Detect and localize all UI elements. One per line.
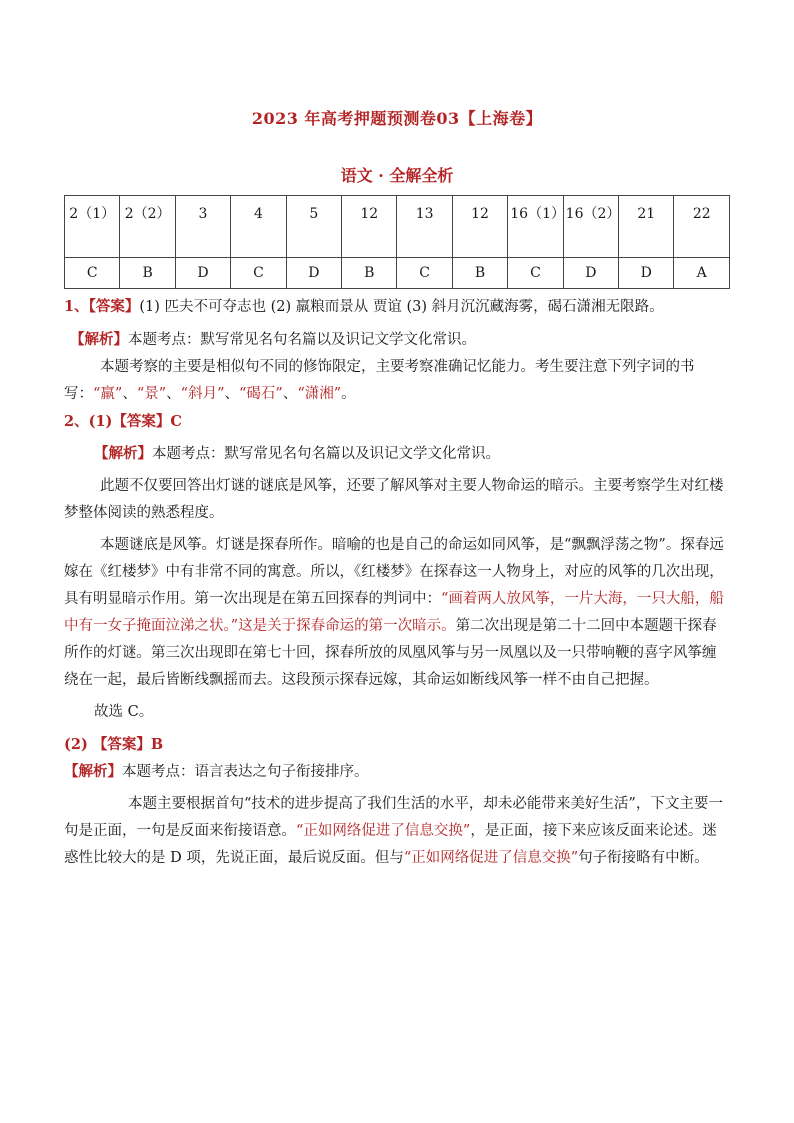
q2-2-paragraph-a: 本题主要根据首句“技术的进步提高了我们生活的水平，却未必能带来美好生活”，下文主要一句是正面，一句是反面来衔接语意。	[64, 796, 723, 839]
document-body	[64, 293, 730, 872]
answer-cell: B	[342, 258, 397, 289]
q1-sep-4: 、	[282, 386, 298, 402]
answer-cell: D	[619, 258, 674, 289]
q2-1-analysis	[64, 440, 730, 468]
question-number-cell: 16（2）	[563, 196, 618, 258]
question-number-cell: 4	[231, 196, 286, 258]
question-number-cell: 16（1）	[508, 196, 563, 258]
q1-answer-text: (1) 匹夫不可夺志也 (2) 羸粮而景从 贾谊 (3) 斜月沉沉藏海雾，碣石潇湘无限路。	[139, 299, 664, 315]
q2-1-paragraph-2-b: 第二次出现是第二十二回中本题题干探春所作的灯谜。第三次出现即在第七十回，探春所放的凤凰风筝与另一凤凰以及一只带响鞭的喜字风筝缠绕在一起，最后皆断线飘摇而去。这段预示探春远嫁，其命运如断线风筝一样不由自己把握。	[64, 618, 717, 688]
q1-sep-1: 、	[122, 386, 137, 402]
q1-sep-2: 、	[166, 386, 181, 402]
q1-answer-tag: 1、【答案】	[64, 298, 140, 315]
q2-2-paragraph	[64, 791, 730, 872]
answer-cell: C	[508, 258, 563, 289]
q2-1-paragraph-2-quote: “画着两人放风筝，一片大海，一只大船，船中有一女子掩面泣涕之状。”这是关于探春命运的第一次暗示。	[64, 591, 724, 634]
question-number-cell: 2（1）	[65, 196, 120, 258]
q2-2-paragraph-c: 句子衔接略有中断。	[578, 850, 709, 866]
q2-1-analysis-tag: 【解析】	[94, 445, 152, 462]
answer-cell: C	[231, 258, 286, 289]
q1-detail	[64, 354, 730, 408]
q1-analysis-text: 本题考点：默写常见名句名篇以及识记文学文化常识。	[128, 332, 476, 348]
question-number-cell: 12	[452, 196, 507, 258]
q2-2-analysis	[64, 758, 730, 786]
q2-2-quote-1: “正如网络促进了信息交换”	[296, 823, 471, 839]
q2-1-answer-tag: 2、(1)【答案】	[64, 413, 171, 430]
answer-cell: C	[397, 258, 452, 289]
page-subtitle: 语文 · 全解全析	[340, 166, 454, 185]
answer-cell: D	[563, 258, 618, 289]
q1-end: 。	[341, 386, 356, 402]
answer-cell: C	[65, 258, 120, 289]
q1-word-2: “景”	[136, 386, 167, 402]
answer-cell: B	[452, 258, 507, 289]
q2-2-answer	[64, 731, 730, 758]
q2-1-analysis-text: 本题考点：默写常见名句名篇以及识记文学文化常识。	[152, 446, 500, 462]
answer-cell: D	[286, 258, 341, 289]
question-number-cell: 22	[674, 196, 730, 258]
q2-2-analysis-tag: 【解析】	[64, 763, 122, 780]
question-number-cell: 2（2）	[120, 196, 175, 258]
q1-word-1: “羸”	[93, 386, 123, 402]
q1-answer	[64, 293, 730, 321]
q2-2-quote-2: “正如网络促进了信息交换”	[403, 850, 579, 866]
q2-2-answer-value: B	[150, 736, 164, 753]
q1-detail-text: 本题考察的主要是相似句不同的修饰限定，主要考察准确记忆能力。考生要注意下列字词的书写：	[64, 359, 695, 402]
q2-1-answer	[64, 408, 730, 435]
q2-1-answer-value: C	[170, 413, 182, 430]
q1-word-3: “斜月”	[180, 386, 225, 402]
question-number-cell: 3	[175, 196, 230, 258]
q2-2-answer-tag: (2) 【答案】	[64, 736, 151, 753]
question-number-cell: 12	[342, 196, 397, 258]
answer-cell: B	[120, 258, 175, 289]
q1-analysis-tag: 【解析】	[70, 331, 128, 348]
q1-analysis	[64, 326, 730, 354]
q1-word-5: “潇湘”	[297, 386, 342, 402]
question-number-cell: 13	[397, 196, 452, 258]
q1-word-4: “碣石”	[238, 386, 283, 402]
q2-2-analysis-text: 本题考点：语言表达之句子衔接排序。	[122, 764, 369, 780]
question-number-cell: 5	[286, 196, 341, 258]
answer-cell: D	[175, 258, 230, 289]
answer-row	[65, 258, 730, 289]
q1-sep-3: 、	[224, 386, 239, 402]
answer-cell: A	[674, 258, 730, 289]
q2-1-paragraph-2-a: 本题谜底是风筝。灯谜是探春所作。暗喻的也是自己的命运如同风筝，是“飘飘浮荡之物”。探春远嫁在《红楼梦》中有非常不同的寓意。所以，《红楼梦》在探春这一人物身上，对应的风筝的几次出现，具有明显暗示作用。第一次出现是在第五回探春的判词中：	[64, 537, 724, 607]
q2-1-paragraph-2	[64, 532, 730, 694]
question-number-cell: 21	[619, 196, 674, 258]
q2-2-paragraph-b: ，是正面，接下来应该反面来论述。迷惑性比较大的是 D 项，先说正面，最后说反面。但与	[64, 823, 717, 866]
answer-table	[64, 195, 730, 289]
q2-1-conclusion: 故选 C。	[94, 704, 154, 720]
question-number-row	[65, 196, 730, 258]
q2-1-paragraph-1: 此题不仅要回答出灯谜的谜底是风筝，还要了解风筝对主要人物命运的暗示。主要考察学生对红楼梦整体阅读的熟悉程度。	[64, 478, 724, 521]
page-title: 2023 年高考押题预测卷03【上海卷】	[251, 109, 543, 128]
